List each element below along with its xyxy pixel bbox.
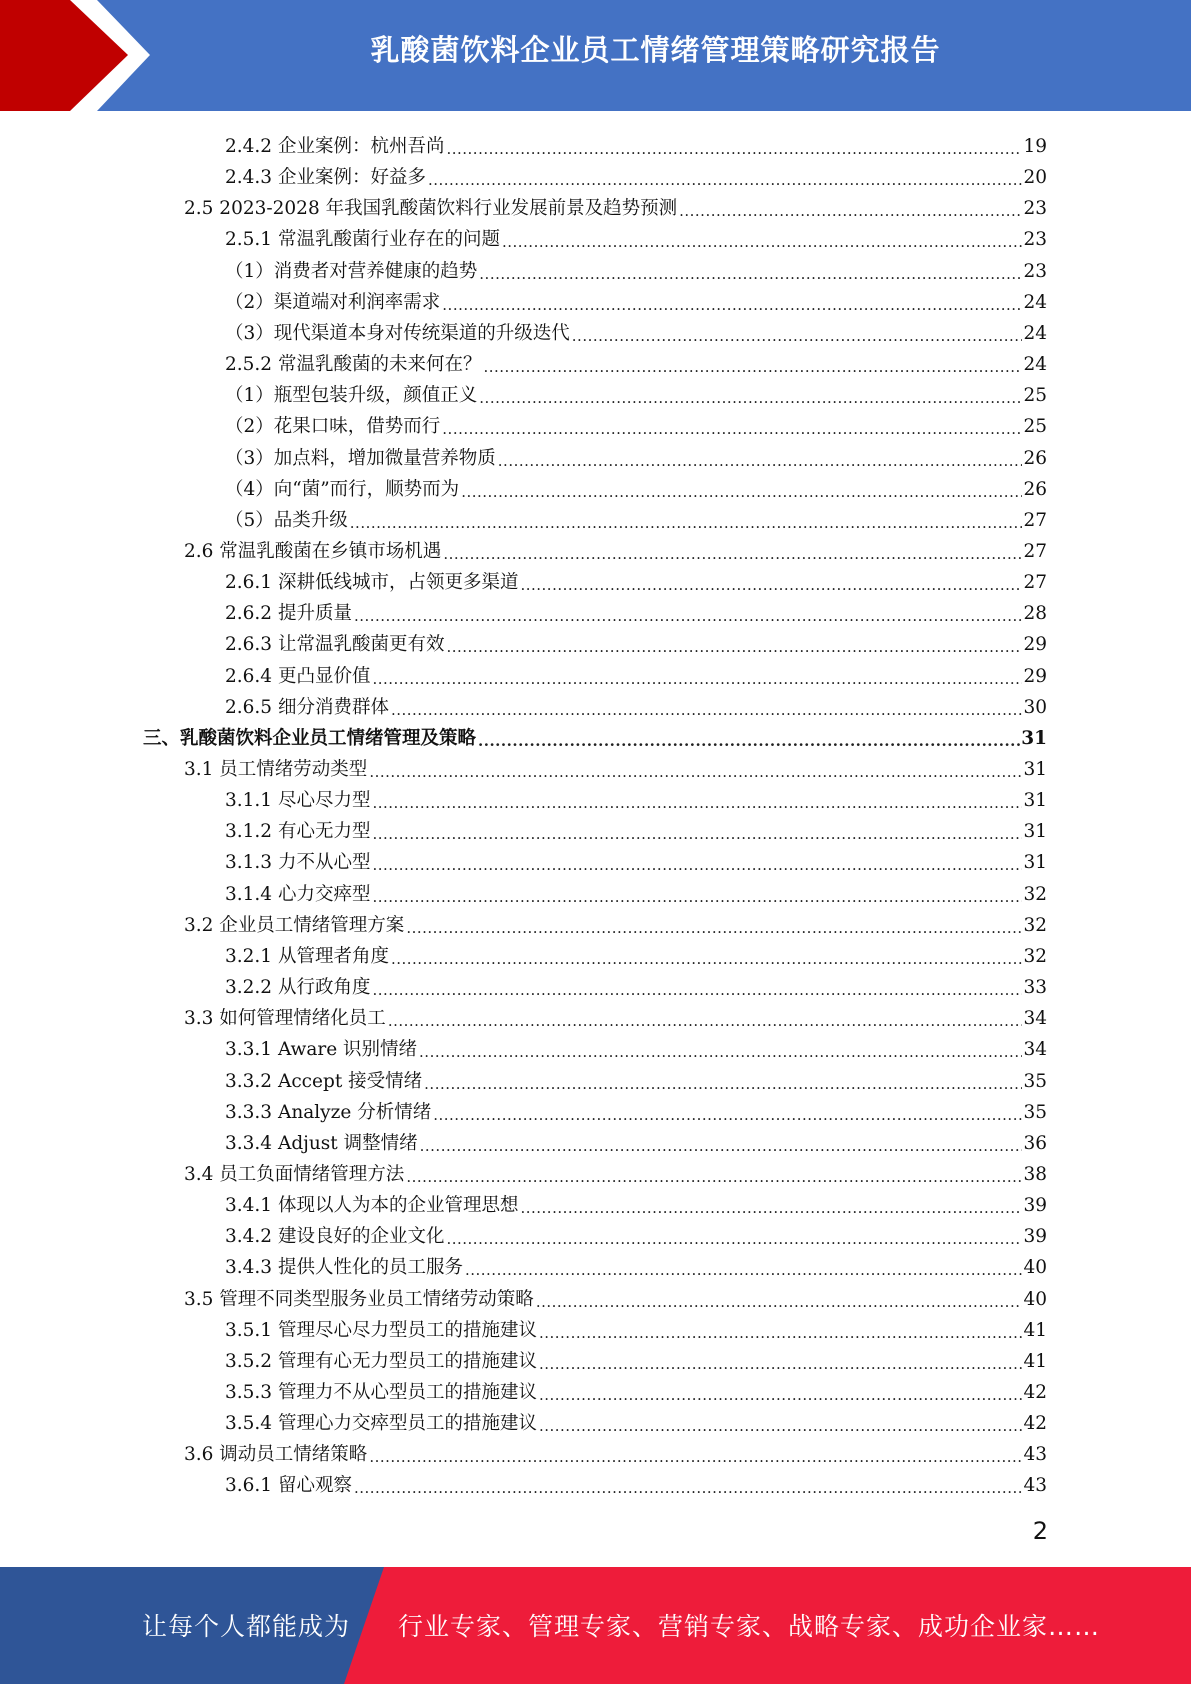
toc-entry-label: 3.4 员工负面情绪管理方法 <box>184 1163 405 1185</box>
toc-entry-label: 3.4.2 建设良好的企业文化 <box>225 1226 445 1248</box>
toc-entry-label: 2.6.1 深耕低线城市，占领更多渠道 <box>225 572 519 594</box>
page-number: 2 <box>1032 1517 1048 1545</box>
toc-entry[interactable] <box>225 471 1047 502</box>
toc-entry-label: 2.6.2 提升质量 <box>225 603 352 625</box>
toc-entry-page: 41 <box>1023 1319 1047 1341</box>
toc-entry-page: 33 <box>1023 977 1047 999</box>
toc-entry-label: 三、乳酸菌饮料企业员工情绪管理及策略 <box>143 727 477 749</box>
toc-entry-page: 31 <box>1023 852 1047 874</box>
toc-entry-label: （2）渠道端对利润率需求 <box>225 291 441 313</box>
toc-entry[interactable] <box>225 876 1047 907</box>
toc-entry[interactable] <box>225 1343 1047 1374</box>
toc-entry[interactable] <box>184 751 1047 782</box>
toc-entry[interactable] <box>184 533 1047 564</box>
toc-entry-label: 2.6.5 细分消费群体 <box>225 696 389 718</box>
toc-entry[interactable] <box>225 1125 1047 1156</box>
toc-entry-page: 27 <box>1023 540 1047 562</box>
toc-entry-page: 32 <box>1023 914 1047 936</box>
toc-leader-dots <box>520 1198 1022 1218</box>
toc-entry[interactable] <box>225 844 1047 875</box>
toc-entry-label: （1）瓶型包装升级，颜值正义 <box>225 385 478 407</box>
toc-leader-dots <box>372 980 1022 1000</box>
toc-entry[interactable] <box>225 502 1047 533</box>
toc-entry-label: 3.6 调动员工情绪策略 <box>184 1444 368 1466</box>
toc-entry-page: 31 <box>1023 821 1047 843</box>
toc-entry-page: 43 <box>1023 1475 1047 1497</box>
toc-entry-page: 42 <box>1023 1413 1047 1435</box>
toc-entry[interactable] <box>225 315 1047 346</box>
toc-entry-label: 2.5.2 常温乳酸菌的未来何在？ <box>225 354 482 376</box>
page-header <box>0 0 1191 111</box>
toc-leader-dots <box>428 170 1022 190</box>
toc-entry-label: 3.1.3 力不从心型 <box>225 852 371 874</box>
toc-entry-page: 20 <box>1023 167 1047 189</box>
toc-entry-page: 30 <box>1023 696 1047 718</box>
toc-entry[interactable] <box>143 720 1047 751</box>
toc-leader-dots <box>354 1478 1023 1498</box>
toc-entry-page: 24 <box>1023 354 1047 376</box>
toc-entry-label: 3.5 管理不同类型服务业员工情绪劳动策略 <box>184 1288 534 1310</box>
toc-entry[interactable] <box>225 938 1047 969</box>
toc-entry-label: 2.6.4 更凸显价值 <box>225 665 371 687</box>
toc-leader-dots <box>539 1354 1022 1374</box>
toc-entry[interactable] <box>225 969 1047 1000</box>
toc-entry-page: 43 <box>1023 1444 1047 1466</box>
toc-leader-dots <box>372 855 1022 875</box>
toc-entry-label: 3.5.4 管理心力交瘁型员工的措施建议 <box>225 1413 537 1435</box>
toc-leader-dots <box>391 949 1022 969</box>
toc-entry-page: 38 <box>1023 1163 1047 1185</box>
toc-leader-dots <box>679 201 1022 221</box>
toc-entry-label: （3）加点料，增加微量营养物质 <box>225 447 496 469</box>
toc-entry[interactable] <box>225 1187 1047 1218</box>
toc-entry-page: 32 <box>1023 945 1047 967</box>
toc-leader-dots <box>442 419 1022 439</box>
toc-entry[interactable] <box>225 408 1047 439</box>
toc-entry[interactable] <box>225 1063 1047 1094</box>
toc-entry-page: 27 <box>1023 509 1047 531</box>
toc-entry[interactable] <box>225 689 1047 720</box>
toc-entry[interactable] <box>184 907 1047 938</box>
toc-entry-label: 2.5.1 常温乳酸菌行业存在的问题 <box>225 229 500 251</box>
toc-entry[interactable] <box>225 782 1047 813</box>
toc-entry-label: 3.1.1 尽心尽力型 <box>225 790 371 812</box>
toc-entry[interactable] <box>225 253 1047 284</box>
report-title: 乳酸菌饮料企业员工情绪管理策略研究报告 <box>370 33 941 67</box>
toc-entry-page: 32 <box>1023 883 1047 905</box>
toc-entry-label: 3.1.2 有心无力型 <box>225 821 371 843</box>
toc-entry-label: 3.2 企业员工情绪管理方案 <box>184 914 405 936</box>
toc-entry-label: 3.3 如何管理情绪化员工 <box>184 1008 386 1030</box>
toc-entry-page: 25 <box>1023 416 1047 438</box>
toc-entry-label: 2.4.2 企业案例：杭州吾尚 <box>225 136 445 157</box>
toc-entry-page: 39 <box>1023 1226 1047 1248</box>
toc-entry[interactable] <box>225 221 1047 252</box>
toc-entry[interactable] <box>225 1249 1047 1280</box>
toc-entry-label: 3.1.4 心力交瘁型 <box>225 883 371 905</box>
toc-entry-page: 23 <box>1023 229 1047 251</box>
toc-entry-page: 35 <box>1023 1070 1047 1092</box>
toc-entry-label: 3.1 员工情绪劳动类型 <box>184 759 368 780</box>
toc-leader-dots <box>498 451 1023 471</box>
toc-entry[interactable] <box>225 1374 1047 1405</box>
toc-entry-page: 31 <box>1021 727 1047 749</box>
toc-entry-label: （4）向“菌”而行，顺势而为 <box>225 478 460 500</box>
toc-leader-dots <box>539 1385 1022 1405</box>
toc-entry-page: 40 <box>1023 1257 1047 1279</box>
toc-entry-page: 27 <box>1023 572 1047 594</box>
toc-leader-dots <box>443 544 1022 564</box>
toc-entry[interactable] <box>184 190 1047 221</box>
toc-entry-label: （1）消费者对营养健康的趋势 <box>225 260 478 282</box>
toc-entry-label: 3.3.2 Accept 接受情绪 <box>225 1070 423 1092</box>
toc-leader-dots <box>391 700 1022 720</box>
toc-entry[interactable] <box>225 1467 1047 1498</box>
toc-entry-page: 34 <box>1023 1008 1047 1030</box>
toc-entry-page: 19 <box>1023 136 1047 157</box>
toc-leader-dots <box>372 669 1022 689</box>
toc-leader-dots <box>502 232 1022 252</box>
toc-entry[interactable] <box>225 128 1047 159</box>
toc-entry-label: 3.4.3 提供人性化的员工服务 <box>225 1257 463 1279</box>
toc-entry-label: 3.2.1 从管理者角度 <box>225 945 389 967</box>
toc-leader-dots <box>572 326 1023 346</box>
toc-leader-dots <box>461 482 1022 502</box>
toc-leader-dots <box>446 1229 1022 1249</box>
toc-entry[interactable] <box>225 159 1047 190</box>
toc-leader-dots <box>420 1136 1023 1156</box>
toc-leader-dots <box>442 295 1022 315</box>
toc-entry-page: 40 <box>1023 1288 1047 1310</box>
toc-leader-dots <box>372 793 1022 813</box>
toc-entry[interactable] <box>225 1312 1047 1343</box>
toc-entry-page: 24 <box>1023 291 1047 313</box>
toc-entry-label: 2.5 2023-2028 年我国乳酸菌饮料行业发展前景及趋势预测 <box>184 198 678 220</box>
toc-leader-dots <box>483 357 1022 377</box>
toc-entry-label: （3）现代渠道本身对传统渠道的升级迭代 <box>225 322 570 344</box>
toc-entry-page: 36 <box>1023 1132 1047 1154</box>
toc-entry-page: 26 <box>1023 478 1047 500</box>
toc-leader-dots <box>536 1292 1023 1312</box>
toc-entry[interactable] <box>184 1281 1047 1312</box>
toc-leader-dots <box>478 731 1020 751</box>
toc-entry-label: 3.3.4 Adjust 调整情绪 <box>225 1132 418 1154</box>
toc-entry[interactable] <box>184 1156 1047 1187</box>
toc-leader-dots <box>350 513 1023 533</box>
toc-leader-dots <box>539 1323 1022 1343</box>
toc-leader-dots <box>446 637 1022 657</box>
toc-leader-dots <box>388 1011 1023 1031</box>
toc-entry[interactable] <box>225 658 1047 689</box>
toc-entry-label: （5）品类升级 <box>225 509 348 531</box>
toc-leader-dots <box>433 1105 1022 1125</box>
toc-entry-label: 3.2.2 从行政角度 <box>225 977 371 999</box>
toc-entry-label: 3.5.3 管理力不从心型员工的措施建议 <box>225 1382 537 1403</box>
toc-entry[interactable] <box>225 346 1047 377</box>
toc-entry-label: 2.6.3 让常温乳酸菌更有效 <box>225 634 445 656</box>
footer-slogan-left: 让每个人都能成为 <box>142 1612 351 1641</box>
toc-leader-dots <box>446 139 1022 159</box>
toc-entry[interactable] <box>225 1094 1047 1125</box>
toc-entry-page: 35 <box>1023 1101 1047 1123</box>
toc-entry[interactable] <box>225 1405 1047 1436</box>
toc-leader-dots <box>372 887 1022 907</box>
toc-entry-page: 29 <box>1023 665 1047 687</box>
toc-entry-page: 24 <box>1023 322 1047 344</box>
toc-entry[interactable] <box>225 813 1047 844</box>
toc-leader-dots <box>479 264 1022 284</box>
toc-leader-dots <box>424 1074 1022 1094</box>
toc-leader-dots <box>520 575 1022 595</box>
toc-entry[interactable] <box>225 626 1047 657</box>
toc-entry-page: 41 <box>1023 1350 1047 1372</box>
toc-entry[interactable] <box>225 440 1047 471</box>
toc-entry-page: 31 <box>1023 759 1047 780</box>
toc-leader-dots <box>419 1042 1022 1062</box>
toc-entry-page: 39 <box>1023 1195 1047 1217</box>
toc-entry[interactable] <box>225 1218 1047 1249</box>
toc-leader-dots <box>369 1447 1022 1467</box>
toc-leader-dots <box>406 1167 1022 1187</box>
toc-entry[interactable] <box>225 377 1047 408</box>
toc-entry[interactable] <box>225 564 1047 595</box>
toc-entry-page: 23 <box>1023 198 1047 220</box>
toc-entry-label: 3.6.1 留心观察 <box>225 1475 352 1497</box>
toc-leader-dots <box>372 824 1022 844</box>
toc-entry-label: 2.6 常温乳酸菌在乡镇市场机遇 <box>184 540 442 562</box>
toc-leader-dots <box>539 1416 1022 1436</box>
toc-leader-dots <box>354 606 1023 626</box>
toc-entry[interactable] <box>225 1031 1047 1062</box>
page-footer <box>0 1567 1191 1684</box>
toc-entry[interactable] <box>225 284 1047 315</box>
toc-entry-page: 26 <box>1023 447 1047 469</box>
toc-entry-label: 3.3.3 Analyze 分析情绪 <box>225 1101 432 1123</box>
toc-entry-label: 2.4.3 企业案例：好益多 <box>225 167 426 189</box>
toc-entry[interactable] <box>225 595 1047 626</box>
toc-entry[interactable] <box>184 1436 1047 1467</box>
toc-leader-dots <box>369 762 1022 782</box>
toc-entry-page: 34 <box>1023 1039 1047 1061</box>
footer-slogan-right: 行业专家、管理专家、营销专家、战略专家、成功企业家…… <box>398 1612 1101 1641</box>
toc-entry[interactable] <box>184 1000 1047 1031</box>
toc-entry-page: 42 <box>1023 1382 1047 1403</box>
toc-entry-page: 23 <box>1023 260 1047 282</box>
toc-entry-page: 31 <box>1023 790 1047 812</box>
toc-entry-label: 3.4.1 体现以人为本的企业管理思想 <box>225 1195 519 1217</box>
toc-entry-label: 3.3.1 Aware 识别情绪 <box>225 1039 418 1061</box>
toc-entry-label: 3.5.1 管理尽心尽力型员工的措施建议 <box>225 1319 537 1341</box>
toc-leader-dots <box>406 918 1022 938</box>
toc-entry-label: （2）花果口味，借势而行 <box>225 416 441 438</box>
toc-entry-page: 25 <box>1023 385 1047 407</box>
toc-leader-dots <box>479 388 1022 408</box>
toc-entry-label: 3.5.2 管理有心无力型员工的措施建议 <box>225 1350 537 1372</box>
toc-entry-page: 29 <box>1023 634 1047 656</box>
toc-leader-dots <box>465 1260 1022 1280</box>
toc-entry-page: 28 <box>1023 603 1047 625</box>
